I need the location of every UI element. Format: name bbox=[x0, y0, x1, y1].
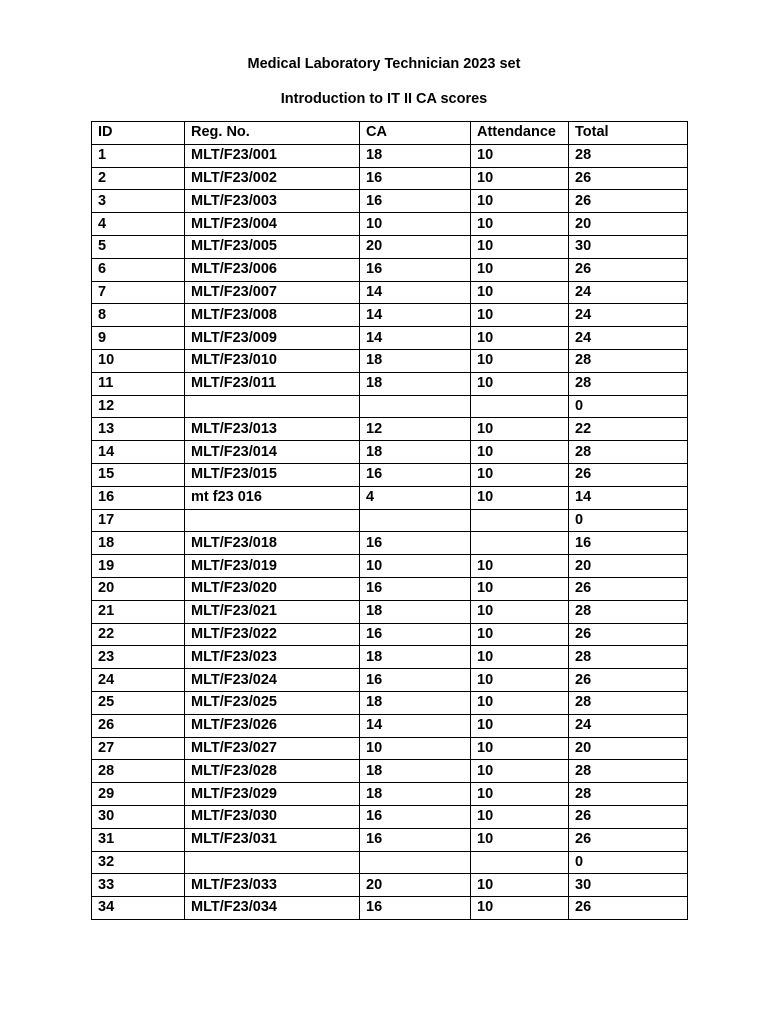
cell-ca: 18 bbox=[360, 783, 471, 806]
table-row bbox=[92, 714, 688, 737]
cell-id: 34 bbox=[92, 897, 185, 920]
cell-reg-no: MLT/F23/029 bbox=[185, 783, 360, 806]
cell-attendance: 10 bbox=[471, 190, 569, 213]
cell-attendance: 10 bbox=[471, 623, 569, 646]
cell-reg-no: MLT/F23/031 bbox=[185, 828, 360, 851]
cell-attendance: 10 bbox=[471, 646, 569, 669]
cell-total: 28 bbox=[569, 783, 688, 806]
cell-ca: 14 bbox=[360, 304, 471, 327]
cell-id: 15 bbox=[92, 463, 185, 486]
cell-id: 7 bbox=[92, 281, 185, 304]
cell-reg-no: MLT/F23/005 bbox=[185, 235, 360, 258]
table-row bbox=[92, 874, 688, 897]
cell-id: 13 bbox=[92, 418, 185, 441]
cell-ca: 16 bbox=[360, 190, 471, 213]
cell-id: 18 bbox=[92, 532, 185, 555]
cell-reg-no: MLT/F23/011 bbox=[185, 372, 360, 395]
cell-total: 30 bbox=[569, 235, 688, 258]
cell-id: 22 bbox=[92, 623, 185, 646]
cell-attendance: 10 bbox=[471, 897, 569, 920]
cell-total: 24 bbox=[569, 281, 688, 304]
cell-reg-no: MLT/F23/003 bbox=[185, 190, 360, 213]
cell-total: 28 bbox=[569, 646, 688, 669]
cell-reg-no: MLT/F23/034 bbox=[185, 897, 360, 920]
table-row bbox=[92, 623, 688, 646]
table-row bbox=[92, 281, 688, 304]
cell-attendance: 10 bbox=[471, 714, 569, 737]
table-row bbox=[92, 805, 688, 828]
cell-id: 29 bbox=[92, 783, 185, 806]
cell-total: 26 bbox=[569, 669, 688, 692]
cell-total: 26 bbox=[569, 897, 688, 920]
cell-reg-no: MLT/F23/026 bbox=[185, 714, 360, 737]
cell-attendance: 10 bbox=[471, 281, 569, 304]
cell-reg-no: MLT/F23/023 bbox=[185, 646, 360, 669]
cell-total: 28 bbox=[569, 600, 688, 623]
cell-total: 26 bbox=[569, 828, 688, 851]
cell-attendance: 10 bbox=[471, 874, 569, 897]
cell-reg-no: MLT/F23/010 bbox=[185, 349, 360, 372]
cell-attendance: 10 bbox=[471, 304, 569, 327]
cell-attendance: 10 bbox=[471, 737, 569, 760]
table-row bbox=[92, 258, 688, 281]
cell-total: 30 bbox=[569, 874, 688, 897]
cell-reg-no: MLT/F23/021 bbox=[185, 600, 360, 623]
cell-ca: 14 bbox=[360, 714, 471, 737]
cell-total: 24 bbox=[569, 327, 688, 350]
cell-id: 6 bbox=[92, 258, 185, 281]
cell-attendance: 10 bbox=[471, 486, 569, 509]
header-ca: CA bbox=[360, 122, 471, 145]
table-row bbox=[92, 235, 688, 258]
cell-reg-no: MLT/F23/033 bbox=[185, 874, 360, 897]
table-row bbox=[92, 372, 688, 395]
cell-total: 26 bbox=[569, 167, 688, 190]
cell-ca: 14 bbox=[360, 327, 471, 350]
cell-total: 28 bbox=[569, 349, 688, 372]
cell-id: 26 bbox=[92, 714, 185, 737]
table-row bbox=[92, 144, 688, 167]
cell-attendance: 10 bbox=[471, 213, 569, 236]
cell-reg-no: MLT/F23/019 bbox=[185, 555, 360, 578]
cell-reg-no: MLT/F23/018 bbox=[185, 532, 360, 555]
cell-total: 0 bbox=[569, 509, 688, 532]
cell-total: 28 bbox=[569, 760, 688, 783]
cell-reg-no: MLT/F23/015 bbox=[185, 463, 360, 486]
cell-attendance: 10 bbox=[471, 760, 569, 783]
cell-attendance: 10 bbox=[471, 258, 569, 281]
cell-reg-no: MLT/F23/014 bbox=[185, 441, 360, 464]
cell-ca: 16 bbox=[360, 897, 471, 920]
cell-total: 26 bbox=[569, 623, 688, 646]
cell-attendance: 10 bbox=[471, 349, 569, 372]
cell-ca: 16 bbox=[360, 258, 471, 281]
cell-total: 26 bbox=[569, 190, 688, 213]
cell-ca: 18 bbox=[360, 349, 471, 372]
document-subtitle: Introduction to IT II CA scores bbox=[280, 91, 488, 107]
cell-reg-no: MLT/F23/013 bbox=[185, 418, 360, 441]
table-row bbox=[92, 213, 688, 236]
cell-ca: 16 bbox=[360, 828, 471, 851]
cell-id: 28 bbox=[92, 760, 185, 783]
header-total: Total bbox=[569, 122, 688, 145]
table-row bbox=[92, 646, 688, 669]
cell-ca: 18 bbox=[360, 760, 471, 783]
cell-id: 5 bbox=[92, 235, 185, 258]
cell-attendance: 10 bbox=[471, 327, 569, 350]
table-row bbox=[92, 691, 688, 714]
cell-ca: 10 bbox=[360, 213, 471, 236]
cell-id: 24 bbox=[92, 669, 185, 692]
table-row bbox=[92, 395, 688, 418]
cell-id: 19 bbox=[92, 555, 185, 578]
table-row bbox=[92, 304, 688, 327]
cell-ca: 12 bbox=[360, 418, 471, 441]
cell-id: 30 bbox=[92, 805, 185, 828]
cell-reg-no: MLT/F23/030 bbox=[185, 805, 360, 828]
cell-total: 26 bbox=[569, 258, 688, 281]
cell-ca bbox=[360, 509, 471, 532]
table-row bbox=[92, 190, 688, 213]
cell-total: 28 bbox=[569, 144, 688, 167]
header-row bbox=[92, 122, 688, 145]
cell-ca bbox=[360, 851, 471, 874]
cell-reg-no: MLT/F23/024 bbox=[185, 669, 360, 692]
cell-total: 20 bbox=[569, 555, 688, 578]
table-row bbox=[92, 418, 688, 441]
cell-ca: 10 bbox=[360, 555, 471, 578]
cell-total: 14 bbox=[569, 486, 688, 509]
cell-id: 25 bbox=[92, 691, 185, 714]
cell-ca: 16 bbox=[360, 463, 471, 486]
cell-ca: 20 bbox=[360, 235, 471, 258]
cell-total: 0 bbox=[569, 395, 688, 418]
cell-total: 24 bbox=[569, 304, 688, 327]
cell-reg-no: MLT/F23/006 bbox=[185, 258, 360, 281]
cell-total: 22 bbox=[569, 418, 688, 441]
cell-ca: 18 bbox=[360, 646, 471, 669]
cell-ca: 14 bbox=[360, 281, 471, 304]
cell-attendance: 10 bbox=[471, 691, 569, 714]
table-body bbox=[92, 144, 688, 919]
cell-reg-no bbox=[185, 395, 360, 418]
cell-id: 2 bbox=[92, 167, 185, 190]
cell-id: 21 bbox=[92, 600, 185, 623]
cell-id: 1 bbox=[92, 144, 185, 167]
cell-id: 31 bbox=[92, 828, 185, 851]
table-row bbox=[92, 828, 688, 851]
cell-reg-no: MLT/F23/022 bbox=[185, 623, 360, 646]
cell-ca: 16 bbox=[360, 577, 471, 600]
cell-total: 26 bbox=[569, 577, 688, 600]
document-title: Medical Laboratory Technician 2023 set bbox=[247, 56, 521, 72]
table-row bbox=[92, 327, 688, 350]
cell-attendance: 10 bbox=[471, 463, 569, 486]
cell-ca: 18 bbox=[360, 144, 471, 167]
cell-reg-no: MLT/F23/008 bbox=[185, 304, 360, 327]
cell-total: 24 bbox=[569, 714, 688, 737]
cell-ca: 18 bbox=[360, 441, 471, 464]
cell-id: 4 bbox=[92, 213, 185, 236]
cell-total: 16 bbox=[569, 532, 688, 555]
scores-table bbox=[91, 121, 688, 920]
cell-reg-no: MLT/F23/002 bbox=[185, 167, 360, 190]
cell-attendance: 10 bbox=[471, 167, 569, 190]
cell-attendance: 10 bbox=[471, 805, 569, 828]
cell-total: 28 bbox=[569, 691, 688, 714]
cell-total: 20 bbox=[569, 737, 688, 760]
cell-attendance: 10 bbox=[471, 783, 569, 806]
cell-reg-no: MLT/F23/020 bbox=[185, 577, 360, 600]
cell-id: 20 bbox=[92, 577, 185, 600]
cell-reg-no: MLT/F23/001 bbox=[185, 144, 360, 167]
cell-ca: 20 bbox=[360, 874, 471, 897]
table-row bbox=[92, 349, 688, 372]
table-row bbox=[92, 851, 688, 874]
table-row bbox=[92, 555, 688, 578]
cell-attendance bbox=[471, 395, 569, 418]
cell-id: 11 bbox=[92, 372, 185, 395]
cell-total: 20 bbox=[569, 213, 688, 236]
cell-id: 33 bbox=[92, 874, 185, 897]
cell-reg-no bbox=[185, 851, 360, 874]
cell-attendance bbox=[471, 532, 569, 555]
table-row bbox=[92, 600, 688, 623]
table-row bbox=[92, 669, 688, 692]
cell-ca: 18 bbox=[360, 600, 471, 623]
cell-attendance: 10 bbox=[471, 441, 569, 464]
cell-ca: 16 bbox=[360, 669, 471, 692]
cell-reg-no bbox=[185, 509, 360, 532]
cell-reg-no: mt f23 016 bbox=[185, 486, 360, 509]
cell-ca: 16 bbox=[360, 805, 471, 828]
cell-id: 17 bbox=[92, 509, 185, 532]
cell-ca: 16 bbox=[360, 532, 471, 555]
table-row bbox=[92, 760, 688, 783]
cell-ca: 16 bbox=[360, 623, 471, 646]
cell-id: 32 bbox=[92, 851, 185, 874]
cell-reg-no: MLT/F23/004 bbox=[185, 213, 360, 236]
cell-ca bbox=[360, 395, 471, 418]
cell-id: 12 bbox=[92, 395, 185, 418]
cell-attendance: 10 bbox=[471, 555, 569, 578]
cell-reg-no: MLT/F23/025 bbox=[185, 691, 360, 714]
cell-attendance: 10 bbox=[471, 144, 569, 167]
cell-id: 3 bbox=[92, 190, 185, 213]
cell-attendance: 10 bbox=[471, 418, 569, 441]
header-attendance: Attendance bbox=[471, 122, 569, 145]
cell-total: 28 bbox=[569, 372, 688, 395]
cell-attendance: 10 bbox=[471, 828, 569, 851]
cell-total: 26 bbox=[569, 805, 688, 828]
cell-id: 10 bbox=[92, 349, 185, 372]
cell-attendance: 10 bbox=[471, 372, 569, 395]
cell-ca: 10 bbox=[360, 737, 471, 760]
cell-ca: 18 bbox=[360, 691, 471, 714]
cell-attendance: 10 bbox=[471, 600, 569, 623]
cell-attendance: 10 bbox=[471, 577, 569, 600]
table-row bbox=[92, 783, 688, 806]
cell-id: 14 bbox=[92, 441, 185, 464]
table-row bbox=[92, 441, 688, 464]
cell-ca: 16 bbox=[360, 167, 471, 190]
table-row bbox=[92, 167, 688, 190]
cell-id: 27 bbox=[92, 737, 185, 760]
table-row bbox=[92, 532, 688, 555]
header-id: ID bbox=[92, 122, 185, 145]
cell-id: 16 bbox=[92, 486, 185, 509]
cell-ca: 4 bbox=[360, 486, 471, 509]
cell-attendance bbox=[471, 509, 569, 532]
cell-reg-no: MLT/F23/009 bbox=[185, 327, 360, 350]
cell-total: 0 bbox=[569, 851, 688, 874]
cell-id: 8 bbox=[92, 304, 185, 327]
cell-reg-no: MLT/F23/028 bbox=[185, 760, 360, 783]
table-row bbox=[92, 486, 688, 509]
cell-reg-no: MLT/F23/027 bbox=[185, 737, 360, 760]
header-reg-no: Reg. No. bbox=[185, 122, 360, 145]
cell-total: 28 bbox=[569, 441, 688, 464]
cell-attendance bbox=[471, 851, 569, 874]
cell-id: 9 bbox=[92, 327, 185, 350]
cell-id: 23 bbox=[92, 646, 185, 669]
cell-ca: 18 bbox=[360, 372, 471, 395]
cell-total: 26 bbox=[569, 463, 688, 486]
table-row bbox=[92, 577, 688, 600]
cell-attendance: 10 bbox=[471, 669, 569, 692]
table-row bbox=[92, 737, 688, 760]
table-row bbox=[92, 897, 688, 920]
cell-attendance: 10 bbox=[471, 235, 569, 258]
table-row bbox=[92, 463, 688, 486]
cell-reg-no: MLT/F23/007 bbox=[185, 281, 360, 304]
table-row bbox=[92, 509, 688, 532]
